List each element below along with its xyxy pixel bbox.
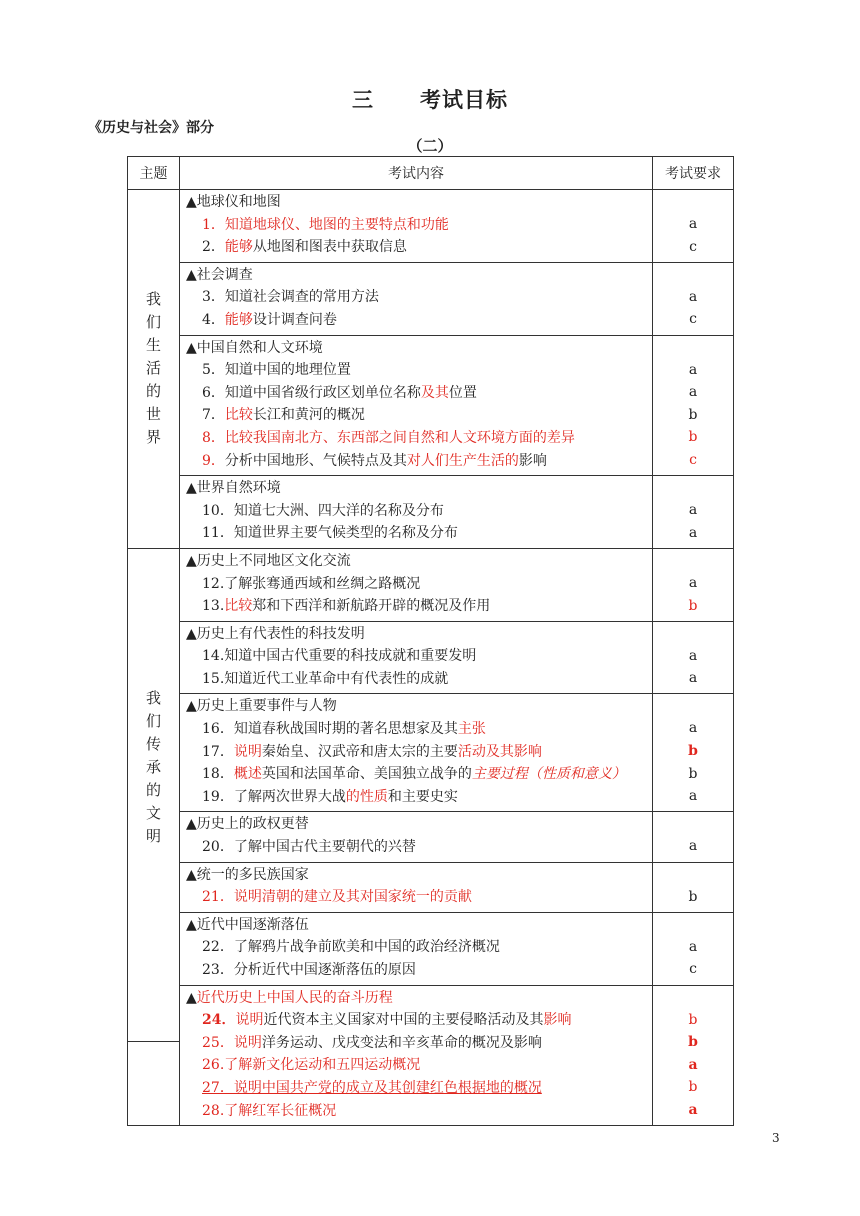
requirement-cell: a a	[653, 476, 734, 549]
requirement-cell: a a	[653, 621, 734, 694]
content-cell: ▲历史上不同地区文化交流 12.了解张骞通西域和丝绸之路概况 13.比较郑和下西洋和新航路开辟的概况及作用	[180, 548, 653, 621]
page-number: 3	[772, 1131, 780, 1145]
topic-cell: 我 们 传 承 的 文 明	[128, 548, 180, 985]
content-cell: ▲历史上有代表性的科技发明 14.知道中国古代重要的科技成就和重要发明 15.知道近代工业革命中有代表性的成就	[180, 621, 653, 694]
table-row	[128, 548, 734, 621]
content-cell: ▲地球仪和地图 1．知道地球仪、地图的主要特点和功能 2．能够从地图和图表中获取信息	[180, 190, 653, 263]
table-row	[128, 621, 734, 694]
requirement-cell: a	[653, 812, 734, 862]
table-row	[128, 985, 734, 1126]
requirement-cell: a c	[653, 912, 734, 985]
content-cell: ▲社会调查 3．知道社会调查的常用方法 4．能够设计调查问卷	[180, 262, 653, 335]
content-cell: ▲历史上重要事件与人物 16．知道春秋战国时期的著名思想家及其主张 17．说明秦始皇、汉武帝和唐太宗的主要活动及其影响 18．概述英国和法国革命、美国独立战争的主要过程（性质和意义） 19．了解两次世界大战的性质和主要史实	[180, 694, 653, 812]
requirement-cell: a c	[653, 190, 734, 263]
page-title: 三 考试目标	[352, 87, 508, 112]
header-requirement: 考试要求	[653, 157, 734, 190]
table-row	[128, 694, 734, 812]
content-cell: ▲统一的多民族国家 21．说明清朝的建立及其对国家统一的贡献	[180, 862, 653, 912]
content-cell: ▲近代历史上中国人民的奋斗历程 24．说明近代资本主义国家对中国的主要侵略活动及其影响 25．说明洋务运动、戊戌变法和辛亥革命的概况及影响 26.了解新文化运动和五四运动概况 27．说明中国共产党的成立及其创建红色根据地的概况 28.了解红军长征概况	[180, 985, 653, 1126]
section-heading: 《历史与社会》部分	[88, 120, 214, 136]
requirement-cell: b b a b a	[653, 985, 734, 1126]
content-cell: ▲中国自然和人文环境 5．知道中国的地理位置 6．知道中国省级行政区划单位名称及其位置 7．比较长江和黄河的概况 8．比较我国南北方、东西部之间自然和人文环境方面的差异 9．分析中国地形、气候特点及其对人们生产生活的影响	[180, 335, 653, 476]
header-content: 考试内容	[180, 157, 653, 190]
table-row	[128, 812, 734, 862]
topic-cell: 我 们 生 活 的 世 界	[128, 190, 180, 549]
table-row	[128, 912, 734, 985]
content-cell: ▲历史上的政权更替 20．了解中国古代主要朝代的兴替	[180, 812, 653, 862]
table-row	[128, 335, 734, 476]
topic-divider	[128, 1041, 179, 1042]
requirement-cell: a b	[653, 548, 734, 621]
table-row	[128, 190, 734, 263]
header-topic: 主题	[128, 157, 180, 190]
table-row	[128, 476, 734, 549]
requirement-cell: a b b a	[653, 694, 734, 812]
requirement-cell: b	[653, 862, 734, 912]
content-cell: ▲近代中国逐渐落伍 22．了解鸦片战争前欧美和中国的政治经济概况 23．分析近代中国逐渐落伍的原因	[180, 912, 653, 985]
table-row	[128, 262, 734, 335]
table-header-row	[128, 157, 734, 190]
requirement-cell: a a b b c	[653, 335, 734, 476]
content-cell: ▲世界自然环境 10．知道七大洲、四大洋的名称及分布 11．知道世界主要气候类型的名称及分布	[180, 476, 653, 549]
table-row	[128, 862, 734, 912]
table-caption: （二）	[407, 137, 453, 155]
topic-cell-empty	[128, 985, 180, 1126]
exam-objectives-table	[127, 156, 734, 1126]
requirement-cell: a c	[653, 262, 734, 335]
